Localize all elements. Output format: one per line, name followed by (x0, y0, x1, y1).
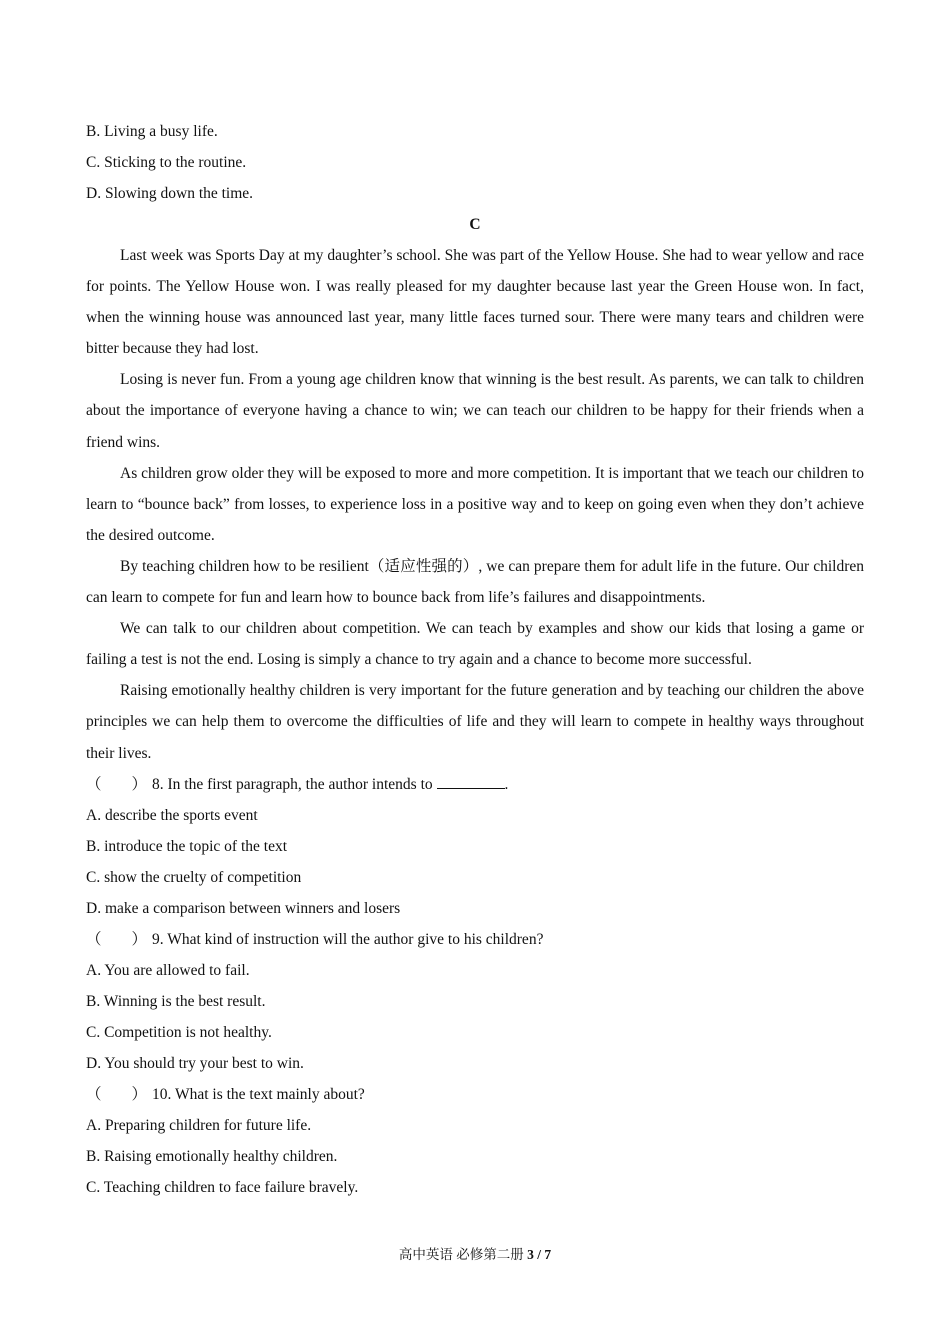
passage-paragraph-2: Losing is never fun. From a young age children know that winning is the best result. As parents, we can talk to children about the importance of everyone having a chance to win; we can teach our children to be happy for their friends when a friend wins. (86, 371, 864, 451)
answer-bracket[interactable]: （ ） (86, 1085, 148, 1103)
question-stem: 8. In the first paragraph, the author intends to (152, 775, 433, 793)
answer-blank (437, 776, 505, 789)
option-9c: C. Competition is not healthy. (86, 1023, 272, 1041)
question-9 (86, 924, 864, 955)
option-9a: A. You are allowed to fail. (86, 961, 250, 979)
passage-paragraph-1: Last week was Sports Day at my daughter’s school. She was part of the Yellow House. She had to wear yellow and race for points. The Yellow House won. I was really pleased for my daughter because last year the Green House won. In fact, when the winning house was announced last year, many little faces turned sour. There were many tears and children were bitter because they had lost. (86, 247, 864, 358)
passage-paragraph-6: Raising emotionally healthy children is very important for the future generation and by teaching our children the above principles we can help them to overcome the difficulties of life and they will learn to compete in healthy ways throughout their lives. (86, 682, 864, 762)
option-10a: A. Preparing children for future life. (86, 1116, 312, 1134)
question-stem: 10. What is the text mainly about? (152, 1085, 365, 1103)
passage-paragraph-5: We can talk to our children about competition. We can teach by examples and show our kids that losing a game or failing a test is not the end. Losing is simply a chance to try again and a chance to become more successful. (86, 620, 864, 669)
document-page (86, 116, 864, 1203)
option-9b: B. Winning is the best result. (86, 992, 266, 1010)
answer-bracket[interactable]: （ ） (86, 775, 148, 793)
page-number: 3 (527, 1247, 534, 1262)
option-prev-b: B. Living a busy life. (86, 123, 218, 140)
option-10b: B. Raising emotionally healthy children. (86, 1147, 338, 1165)
page-total: 7 (544, 1247, 552, 1262)
option-8b: B. introduce the topic of the text (86, 837, 288, 855)
section-title: C (469, 216, 481, 233)
option-prev-c: C. Sticking to the routine. (86, 154, 247, 171)
option-prev-d: D. Slowing down the time. (86, 185, 254, 202)
option-10c: C. Teaching children to face failure bravely. (86, 1178, 359, 1196)
question-stem: 9. What kind of instruction will the author give to his children? (152, 930, 544, 948)
passage-paragraph-3: As children grow older they will be exposed to more and more competition. It is important that we teach our children to learn to “bounce back” from losses, to experience loss in a positive way and to keep on going even when they don’t achieve the desired outcome. (86, 464, 864, 544)
option-8c: C. show the cruelty of competition (86, 868, 302, 886)
option-9d: D. You should try your best to win. (86, 1054, 304, 1072)
passage-paragraph-4: By teaching children how to be resilient（适应性强的）, we can prepare them for adult life in the future. Our children can learn to compete for fun and learn how to bounce back from life’s failures and disappointments. (86, 557, 864, 607)
footer-label: 高中英语 必修第二册 (398, 1247, 524, 1262)
question-8: （ ） 8. In the first paragraph, the author intends to . (86, 769, 864, 800)
option-8a: A. describe the sports event (86, 806, 258, 824)
option-8d: D. make a comparison between winners and losers (86, 899, 401, 917)
answer-bracket[interactable]: （ ） (86, 930, 148, 948)
page-separator: / (537, 1247, 541, 1262)
page-footer (0, 1245, 950, 1265)
question-10 (86, 1079, 864, 1110)
